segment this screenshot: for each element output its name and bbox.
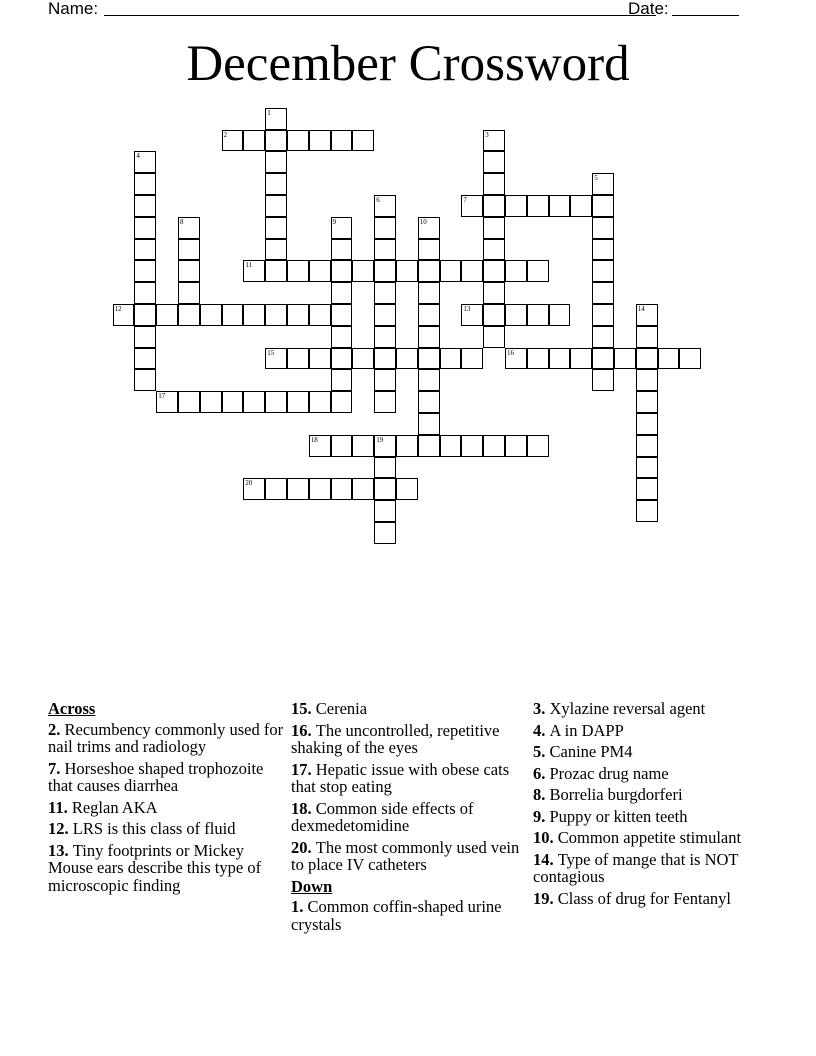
- clue-num: 3.: [533, 699, 550, 718]
- clue-number: 10: [419, 217, 427, 226]
- clue-num: 20.: [291, 837, 316, 857]
- clue-num: 17.: [291, 759, 316, 779]
- grid-cell[interactable]: [527, 260, 549, 282]
- grid-cell[interactable]: [156, 304, 178, 326]
- grid-cell[interactable]: [418, 369, 440, 391]
- grid-cell[interactable]: [134, 326, 156, 348]
- grid-cell[interactable]: [592, 348, 614, 370]
- grid-cell[interactable]: [374, 522, 396, 544]
- grid-cell[interactable]: [418, 239, 440, 261]
- grid-cell[interactable]: [352, 478, 374, 500]
- grid-cell[interactable]: [636, 478, 658, 500]
- grid-cell[interactable]: [222, 304, 244, 326]
- across-clue: [48, 820, 288, 838]
- grid-cell[interactable]: [636, 457, 658, 479]
- grid-cell[interactable]: [636, 369, 658, 391]
- clue-text: Prozac drug name: [549, 763, 669, 783]
- grid-cell[interactable]: [243, 260, 265, 282]
- grid-cell[interactable]: [331, 391, 353, 413]
- grid-cell[interactable]: [352, 435, 374, 457]
- grid-cell[interactable]: [418, 260, 440, 282]
- grid-cell[interactable]: [178, 282, 200, 304]
- grid-cell[interactable]: [374, 326, 396, 348]
- across-clue: [48, 799, 288, 817]
- clue-number: 12: [114, 305, 122, 313]
- grid-cell[interactable]: [265, 304, 287, 326]
- across-clue: [291, 839, 531, 874]
- clue-number: 14: [637, 305, 645, 313]
- grid-cell[interactable]: [222, 391, 244, 413]
- grid-cell[interactable]: [309, 391, 331, 413]
- grid-cell[interactable]: [636, 500, 658, 522]
- down-clue: [533, 700, 773, 718]
- clue-text: Canine PM4: [549, 742, 633, 761]
- grid-cell[interactable]: [679, 348, 701, 370]
- grid-cell[interactable]: [483, 173, 505, 195]
- clue-num: 12.: [48, 819, 73, 838]
- grid-cell[interactable]: [592, 173, 614, 195]
- grid-cell[interactable]: [418, 348, 440, 370]
- grid-cell[interactable]: [352, 260, 374, 282]
- clue-number: 13: [463, 305, 471, 313]
- grid-cell[interactable]: [134, 282, 156, 304]
- grid-cell[interactable]: [265, 478, 287, 500]
- grid-cell[interactable]: [265, 173, 287, 195]
- grid-cell[interactable]: [134, 195, 156, 217]
- grid-cell[interactable]: [331, 282, 353, 304]
- grid-cell[interactable]: [549, 348, 571, 370]
- grid-cell[interactable]: [636, 435, 658, 457]
- grid-cell[interactable]: [461, 304, 483, 326]
- clue-num: 1.: [291, 897, 308, 916]
- clue-num: 4.: [533, 720, 550, 740]
- clue-number: 6: [376, 196, 380, 204]
- grid-cell[interactable]: [113, 304, 135, 326]
- grid-cell[interactable]: [527, 304, 549, 326]
- grid-cell[interactable]: [265, 239, 287, 261]
- clue-num: 19.: [533, 888, 558, 908]
- grid-cell[interactable]: [134, 304, 156, 326]
- grid-cell[interactable]: [592, 304, 614, 326]
- across-clue: [291, 722, 531, 757]
- across-clue: [48, 721, 288, 756]
- grid-cell[interactable]: [374, 457, 396, 479]
- grid-cell[interactable]: [374, 435, 396, 457]
- grid-cell[interactable]: [352, 130, 374, 152]
- down-heading: Down: [291, 876, 333, 896]
- grid-cell[interactable]: [483, 260, 505, 282]
- grid-cell[interactable]: [440, 260, 462, 282]
- clue-number: 1: [267, 108, 271, 117]
- across-clue: [48, 842, 288, 895]
- grid-cell[interactable]: [505, 348, 527, 370]
- clue-text: Class of drug for Fentanyl: [557, 888, 731, 908]
- clue-num: 10.: [533, 828, 558, 847]
- grid-cell[interactable]: [331, 435, 353, 457]
- name-label: Name:: [48, 0, 99, 18]
- clue-number: 7: [463, 196, 467, 204]
- grid-cell[interactable]: [331, 369, 353, 391]
- grid-cell[interactable]: [658, 348, 680, 370]
- grid-cell[interactable]: [243, 130, 265, 152]
- clue-number: 2: [223, 130, 228, 139]
- grid-cell[interactable]: [440, 348, 462, 370]
- grid-cell[interactable]: [483, 282, 505, 304]
- clue-num: 2.: [48, 719, 65, 739]
- date-label: Date:: [628, 0, 669, 18]
- grid-cell[interactable]: [134, 239, 156, 261]
- clue-number: 18: [310, 435, 318, 444]
- grid-cell[interactable]: [461, 435, 483, 457]
- clue-num: 13.: [48, 840, 73, 860]
- clue-num: 7.: [48, 758, 65, 778]
- grid-cell[interactable]: [287, 304, 309, 326]
- grid-cell[interactable]: [418, 304, 440, 326]
- grid-cell[interactable]: [331, 348, 353, 370]
- grid-cell[interactable]: [243, 478, 265, 500]
- across-clue: [291, 800, 531, 835]
- clue-number: 5: [594, 174, 598, 183]
- grid-cell[interactable]: [636, 348, 658, 370]
- grid-cell[interactable]: [243, 391, 265, 413]
- clues-column-3: [533, 700, 773, 911]
- grid-cell[interactable]: [222, 130, 244, 152]
- grid-cell[interactable]: [265, 217, 287, 239]
- grid-cell[interactable]: [505, 304, 527, 326]
- down-clue: [533, 743, 773, 761]
- grid-cell[interactable]: [265, 260, 287, 282]
- grid-cell[interactable]: [636, 304, 658, 326]
- clue-number: 8: [180, 217, 184, 226]
- clue-number: 16: [507, 348, 514, 357]
- grid-cell[interactable]: [374, 239, 396, 261]
- down-clue: [533, 890, 773, 908]
- grid-cell[interactable]: [134, 260, 156, 282]
- clue-number: 11: [245, 261, 253, 270]
- grid-cell[interactable]: [592, 217, 614, 239]
- grid-cell[interactable]: [592, 260, 614, 282]
- clue-text: Borrelia burgdorferi: [549, 785, 683, 804]
- clue-text: Type of mange that is NOT contagious: [533, 849, 739, 886]
- grid-cell[interactable]: [352, 348, 374, 370]
- clue-number: 15: [267, 348, 275, 357]
- grid-cell[interactable]: [265, 130, 287, 152]
- grid-cell[interactable]: [483, 130, 505, 152]
- grid-cell[interactable]: [200, 304, 222, 326]
- grid-cell[interactable]: [505, 435, 527, 457]
- clue-text: Common appetite stimulant: [557, 828, 742, 847]
- grid-cell[interactable]: [396, 478, 418, 500]
- grid-cell[interactable]: [309, 478, 331, 500]
- grid-cell[interactable]: [418, 391, 440, 413]
- down-clue: [533, 765, 773, 783]
- grid-cell[interactable]: [265, 151, 287, 173]
- across-clue: [291, 761, 531, 796]
- grid-cell[interactable]: [243, 304, 265, 326]
- clue-num: 5.: [533, 742, 550, 761]
- clue-text: A in DAPP: [549, 720, 624, 740]
- grid-cell[interactable]: [636, 413, 658, 435]
- grid-cell[interactable]: [396, 348, 418, 370]
- grid-cell[interactable]: [418, 282, 440, 304]
- grid-cell[interactable]: [331, 130, 353, 152]
- grid-cell[interactable]: [461, 348, 483, 370]
- clues-column-2: [291, 700, 531, 937]
- clue-num: 18.: [291, 798, 316, 818]
- grid-cell[interactable]: [309, 348, 331, 370]
- grid-cell[interactable]: [309, 130, 331, 152]
- grid-cell[interactable]: [200, 391, 222, 413]
- grid-cell[interactable]: [178, 239, 200, 261]
- clue-number: 3: [485, 130, 489, 139]
- grid-cell[interactable]: [309, 304, 331, 326]
- grid-cell[interactable]: [134, 217, 156, 239]
- clue-number: 4: [136, 152, 140, 161]
- grid-cell[interactable]: [374, 500, 396, 522]
- grid-cell[interactable]: [374, 478, 396, 500]
- grid-cell[interactable]: [287, 260, 309, 282]
- clue-num: 8.: [533, 785, 550, 804]
- grid-cell[interactable]: [418, 413, 440, 435]
- clue-text: Recumbency commonly used for nail trims and radiology: [48, 719, 284, 756]
- grid-cell[interactable]: [178, 217, 200, 239]
- clues-column-1: [48, 700, 288, 898]
- grid-cell[interactable]: [178, 260, 200, 282]
- grid-cell[interactable]: [592, 195, 614, 217]
- grid-cell[interactable]: [483, 326, 505, 348]
- grid-cell[interactable]: [418, 326, 440, 348]
- grid-cell[interactable]: [265, 108, 287, 130]
- grid-cell[interactable]: [331, 239, 353, 261]
- down-clue: [533, 808, 773, 826]
- grid-cell[interactable]: [483, 304, 505, 326]
- grid-cell[interactable]: [374, 217, 396, 239]
- down-clue: [533, 829, 773, 847]
- grid-cell[interactable]: [265, 195, 287, 217]
- page-title: December Crossword: [186, 36, 630, 92]
- grid-cell[interactable]: [331, 217, 353, 239]
- grid-cell[interactable]: [331, 260, 353, 282]
- grid-cell[interactable]: [134, 173, 156, 195]
- grid-cell[interactable]: [374, 391, 396, 413]
- across-clue: [291, 700, 531, 718]
- grid-cell[interactable]: [287, 348, 309, 370]
- clue-text: Horseshoe shaped trophozoite that causes diarrhea: [48, 758, 264, 795]
- down-clue: [291, 898, 531, 933]
- grid-cell[interactable]: [309, 435, 331, 457]
- grid-cell[interactable]: [483, 217, 505, 239]
- grid-cell[interactable]: [374, 282, 396, 304]
- down-clue: [533, 851, 773, 886]
- grid-cell[interactable]: [614, 348, 636, 370]
- grid-cell[interactable]: [374, 348, 396, 370]
- grid-cell[interactable]: [592, 369, 614, 391]
- grid-cell[interactable]: [549, 195, 571, 217]
- grid-cell[interactable]: [331, 304, 353, 326]
- clue-text: Xylazine reversal agent: [549, 699, 706, 718]
- clue-num: 6.: [533, 763, 550, 783]
- grid-cell[interactable]: [309, 260, 331, 282]
- clue-num: 16.: [291, 720, 316, 740]
- clue-text: Tiny footprints or Mickey Mouse ears describe this type of microscopic finding: [48, 840, 262, 895]
- grid-cell[interactable]: [287, 391, 309, 413]
- grid-cell[interactable]: [287, 130, 309, 152]
- grid-cell[interactable]: [483, 435, 505, 457]
- grid-cell[interactable]: [636, 326, 658, 348]
- grid-cell[interactable]: [134, 369, 156, 391]
- grid-cell[interactable]: [374, 195, 396, 217]
- grid-cell[interactable]: [331, 478, 353, 500]
- grid-cell[interactable]: [396, 435, 418, 457]
- grid-cell[interactable]: [505, 195, 527, 217]
- grid-cell[interactable]: [331, 326, 353, 348]
- clue-number: 9: [332, 217, 337, 226]
- clue-number: 19: [376, 435, 384, 444]
- grid-cell[interactable]: [483, 195, 505, 217]
- clue-text: LRS is this class of fluid: [72, 819, 236, 838]
- grid-cell[interactable]: [570, 348, 592, 370]
- clue-num: 11.: [48, 797, 72, 817]
- grid-cell[interactable]: [549, 304, 571, 326]
- grid-cell[interactable]: [287, 478, 309, 500]
- clue-text: Common side effects of dexmedetomidine: [291, 798, 474, 835]
- grid-cell[interactable]: [570, 195, 592, 217]
- down-clue: [533, 722, 773, 740]
- grid-cell[interactable]: [374, 369, 396, 391]
- grid-cell[interactable]: [418, 435, 440, 457]
- grid-cell[interactable]: [418, 217, 440, 239]
- grid-cell[interactable]: [483, 151, 505, 173]
- grid-cell[interactable]: [592, 282, 614, 304]
- grid-cell[interactable]: [178, 391, 200, 413]
- clue-text: Cerenia: [315, 699, 368, 718]
- grid-cell[interactable]: [134, 348, 156, 370]
- grid-cell[interactable]: [374, 260, 396, 282]
- clue-text: The uncontrolled, repetitive shaking of the eyes: [291, 720, 500, 757]
- grid-cell[interactable]: [396, 260, 418, 282]
- grid-cell[interactable]: [592, 239, 614, 261]
- grid-cell[interactable]: [527, 195, 549, 217]
- across-clue: [48, 760, 288, 795]
- clue-num: 9.: [533, 806, 550, 826]
- clue-number: 20: [245, 479, 253, 488]
- grid-cell[interactable]: [265, 348, 287, 370]
- grid-cell[interactable]: [156, 391, 178, 413]
- grid-cell[interactable]: [636, 391, 658, 413]
- grid-cell[interactable]: [134, 151, 156, 173]
- grid-cell[interactable]: [527, 348, 549, 370]
- clue-num: 15.: [291, 699, 316, 718]
- down-clue: [533, 786, 773, 804]
- clue-text: Common coffin-shaped urine crystals: [291, 897, 502, 934]
- clue-number: 17: [158, 392, 166, 401]
- grid-cell[interactable]: [505, 260, 527, 282]
- clue-text: Puppy or kitten teeth: [549, 806, 688, 826]
- grid-cell[interactable]: [265, 391, 287, 413]
- clue-text: The most commonly used vein to place IV catheters: [291, 837, 520, 874]
- across-heading: Across: [48, 699, 96, 718]
- grid-cell[interactable]: [440, 435, 462, 457]
- clue-text: Hepatic issue with obese cats that stop eating: [291, 759, 510, 796]
- grid-cell[interactable]: [483, 239, 505, 261]
- grid-cell[interactable]: [374, 304, 396, 326]
- clue-text: Reglan AKA: [71, 797, 158, 817]
- grid-cell[interactable]: [461, 195, 483, 217]
- grid-cell[interactable]: [527, 435, 549, 457]
- clue-num: 14.: [533, 849, 558, 869]
- grid-cell[interactable]: [592, 326, 614, 348]
- grid-cell[interactable]: [178, 304, 200, 326]
- grid-cell[interactable]: [461, 260, 483, 282]
